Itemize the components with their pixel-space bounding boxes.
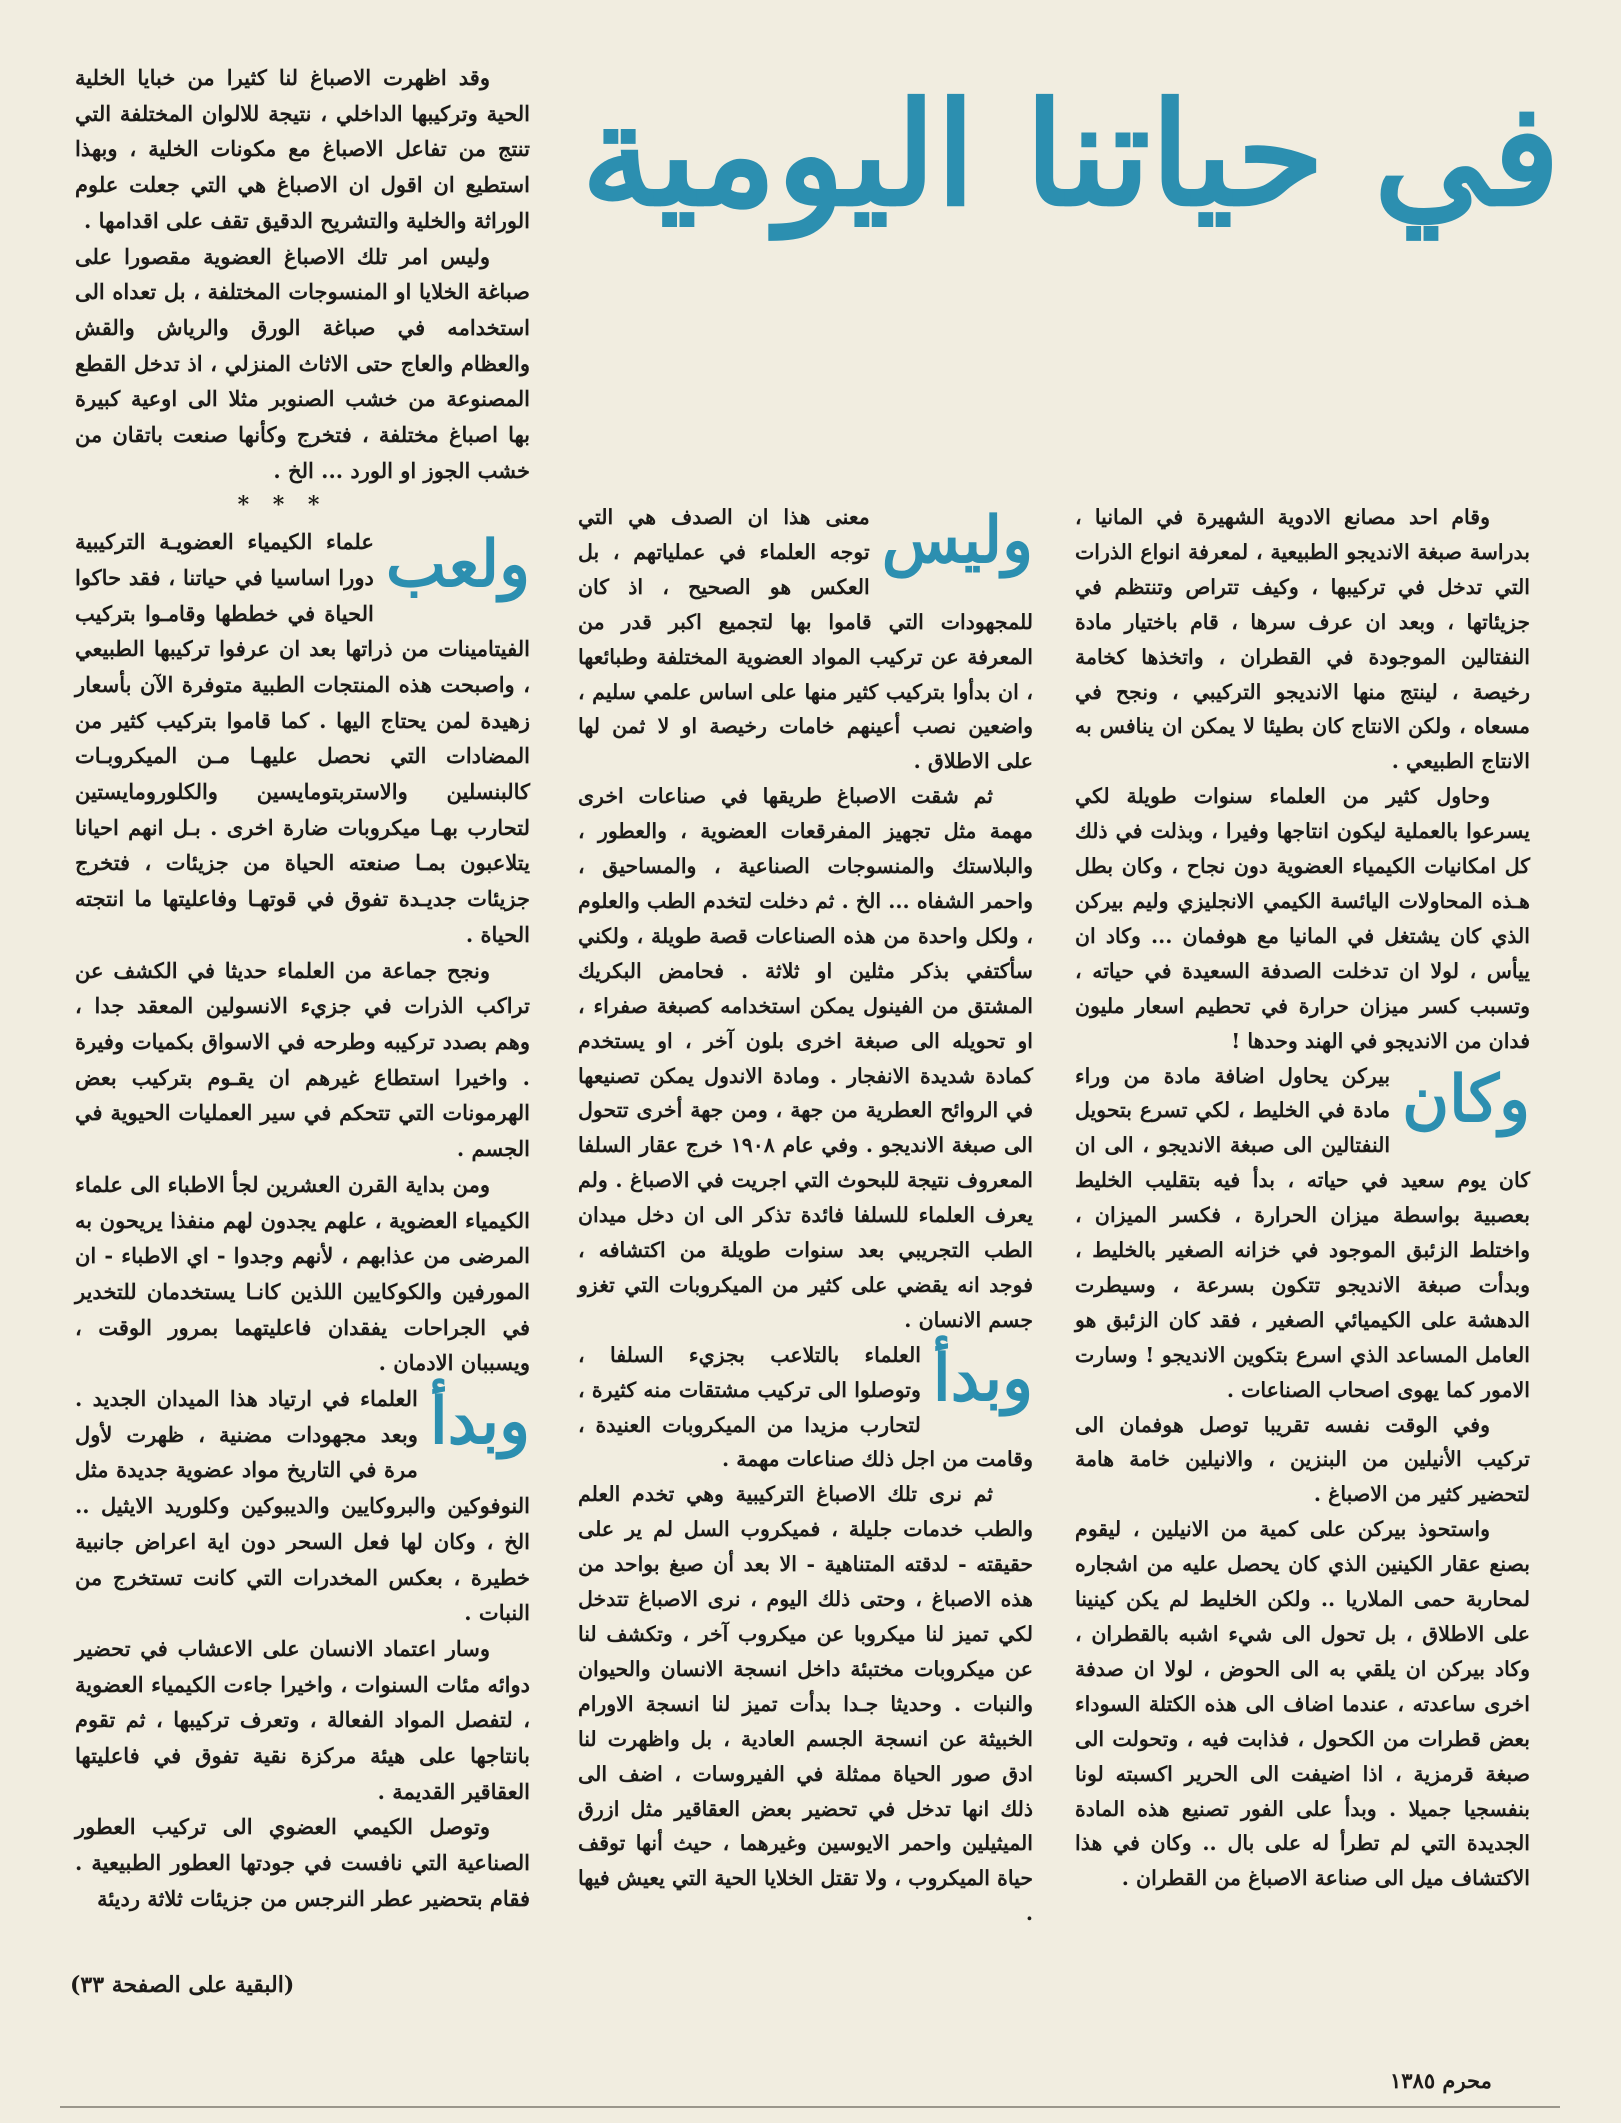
paragraph: وبدأ العلماء في ارتياد هذا الميدان الجديد . وبعد مجهودات مضنية ، ظهرت لأول مرة في التاريخ مواد عضوية جديدة مثل النوفوكين والبروكايين والديبوكين وكلوريد الايثيل .. الخ ، وكان لها فعل السحر دون اية اعراض جانبية خطيرة ، بعكس المخدرات التي كانت تستخرج من النبات .: [75, 1384, 530, 1626]
paragraph: ثم شقت الاصباغ طريقها في صناعات اخرى مهمة مثل تجهيز المفرقعات العضوية ، والعطور ، والبلاستك والمنسوجات الصناعية ، والمساحيق ، واحمر الشفاه ... الخ . ثم دخلت لتخدم الطب والعلوم ، ولكل واحدة من هذه الصناعات قصة طويلة ، ولكني سأكتفي بذكر مثلين او ثلاثة . فحامض البكريك المشتق من الفينول يمكن استخدامه كصبغة صفراء ، او تحويله الى صبغة اخرى بلون آخر ، او يستخدم كمادة شديدة الانفجار . ومادة الاندول يمكن تصنيعها في الروائح العطرية من جهة ، ومن جهة أخرى تتحول الى صبغة الانديجو . وفي عام ١٩٠٨ خرج عقار السلفا المعروف نتيجة للبحوث التي اجريت في الاصباغ . ولم يعرف العلماء للسلفا فائدة تذكر الى ان دخل ميدان الطب التجريبي بعد سنوات طويلة من اكتشافه ، فوجد انه يقضي على كثير من الميكروبات التي تغزو جسم الانسان .: [578, 784, 1033, 1332]
page-footer-date: محرم ١٣٨٥: [1390, 2068, 1492, 2093]
paragraph: ولعب علماء الكيمياء العضويـة التركيبية دورا اساسيا في حياتنا ، فقد حاكوا الحياة في خططها وقامـوا بتركيب الفيتامينات من ذراتها بعد ان عرفوا تركيبها الطبيعي ، واصبحت هذه المنتجات الطبية متوفرة الآن بأسعار زهيدة لمن يحتاج اليها . كما قاموا بتركيب كثير من المضادات التي نحصل عليهـا مـن الميكروبـات كالبنسلين والاستربتومايسين والكلورومايستين لتحارب بهـا ميكروبات ضارة اخرى . بـل انهم احيانا يتلاعبون بمـا صنعته الحياة من جزيئات ، فتخرج جزيئات جديـدة تفوق في قوتهـا وفاعليتها ما انتجته الحياة .: [75, 527, 530, 947]
drop-cap-word: وليس: [881, 503, 1033, 578]
article-title: في حياتنا اليومية: [581, 72, 1560, 238]
middle-column: [578, 500, 1033, 1931]
paragraph: وليس معنى هذا ان الصدف هي التي توجه العلماء في عملياتهم ، بل العكس هو الصحيح ، اذ كان للمجهودات التي قاموا بها لتجميع اكبر قدر من المعرفة عن تركيب المواد العضوية المختلفة وطبائعها ، ان بدأوا بتركيب كثير منها على اساس علمي سليم ، واضعين نصب أعينهم خامات رخيصة او لا ثمن لها على الاطلاق .: [578, 503, 1033, 774]
paragraph: ثم نرى تلك الاصباغ التركيبية وهي تخدم العلم والطب خدمات جليلة ، فميكروب السل لم ير على حقيقته - لدقته المتناهية - الا بعد أن صبغ بواحد من هذه الاصباغ ، وحتى ذلك اليوم ، نرى الاصباغ تتدخل لكي تميز لنا ميكروبا عن ميكروب آخر ، وتكشف لنا عن ميكروبات مختبئة داخل انسجة الانسان والحيوان والنبات . وحديثا جـدا بدأت تميز لنا انسجة الاورام الخبيثة عن انسجة الجسم العادية ، بل واظهرت لنا ادق صور الحياة ممثلة في الفيروسات ، اضف الى ذلك انها تدخل في تحضير بعض العقاقير مثل ازرق الميثيلين واحمر الايوسين وغيرهما ، حيث أنها توقف حياة الميكروب ، ولا تقتل الخلايا الحية التي يعيش فيها .: [578, 1482, 1033, 1926]
paragraph: وحاول كثير من العلماء سنوات طويلة لكي يسرعوا بالعملية ليكون انتاجها وفيرا ، وبذلت في ذلك كل امكانيات الكيمياء العضوية دون نجاح ، وكان بطل هـذه المحاولات اليائسة الكيمي الانجليزي وليم بيركن الذي كان يشتغل في المانيا مع هوفمان ... وكاد ان ييأس ، لولا ان تدخلت الصدفة السعيدة في حياته ، وتسبب كسر ميزان حرارة في تحطيم اسعار مليون فدان من الانديجو في الهند وحدها !: [1075, 784, 1530, 1053]
paragraph: ونجح جماعة من العلماء حديثا في الكشف عن تراكب الذرات في جزيء الانسولين المعقد جدا ، وهم بصدد تركيبه وطرحه في الاسواق بكميات وفيرة . واخيرا استطاع غيرهم ان يقـوم بتركيب بعض الهرمونات التي تتحكم في سير العمليات الحيوية في الجسم .: [75, 957, 530, 1162]
paragraph: وليس امر تلك الاصباغ العضوية مقصورا على صباغة الخلايا او المنسوجات المختلفة ، بل تعداه الى استخدامه في صباغة الورق والرياش والقش والعظام والعاج حتى الاثاث المنزلي ، اذ تدخل القطع المصنوعة من خشب الصنوبر مثلا الى اوعية كبيرة بها اصباغ مختلفة ، فتخرج وكأنها صنعت باتقان من خشب الجوز او الورد ... الخ .: [75, 243, 530, 483]
drop-cap-word: ولعب: [385, 527, 530, 603]
left-column: [75, 60, 530, 1917]
drop-cap-word: وبدأ: [932, 1340, 1033, 1416]
drop-cap-word: وكان: [1402, 1061, 1530, 1137]
paragraph: وفي الوقت نفسه تقريبا توصل هوفمان الى تركيب الأنيلين من البنزين ، والانيلين خامة هامة لتحضير كثير من الاصباغ .: [1075, 1412, 1530, 1507]
paragraph: وقد اظهرت الاصباغ لنا كثيرا من خبايا الخلية الحية وتركيبها الداخلي ، نتيجة للالوان المختلفة التي تنتج من تفاعل الاصباغ مع مكونات الخلية ، وبهذا استطيع ان اقول ان الاصباغ هي التي جعلت علوم الوراثة والخلية والتشريح الدقيق تقف على اقدامها .: [75, 65, 530, 233]
paragraph: ومن بداية القرن العشرين لجأ الاطباء الى علماء الكيمياء العضوية ، علهم يجدون لهم منفذا يريحون به المرضى من عذابهم ، لأنهم وجدوا - اي الاطباء - ان المورفين والكوكايين اللذين كانـا يستخدمان للتخدير في الجراحات يفقدان فاعليتهما بمرور الوقت ، ويسببان الادمان .: [75, 1171, 530, 1376]
paragraph: وبدأ العلماء بالتلاعب بجزيء السلفا ، وتوصلوا الى تركيب مشتقات منه كثيرة ، لتحارب مزيدا من الميكروبات العنيدة ، وقامت من اجل ذلك صناعات مهمة .: [578, 1340, 1033, 1472]
continued-note: (البقية على الصفحة ٣٣): [70, 1972, 295, 1998]
paragraph: واستحوذ بيركن على كمية من الانيلين ، ليقوم بصنع عقار الكينين الذي كان يحصل عليه من اشجاره لمحاربة حمى الملاريا .. ولكن الخليط لم يكن كينينا على الاطلاق ، بل تحول الى شيء اشبه بالقطران ، وكاد بيركن ان يلقي به الى الحوض ، لولا ان صدفة اخرى ساعدته ، عندما اضاف الى هذه الكتلة السوداء بعض قطرات من الكحول ، فذابت فيه ، وتحولت الى صبغة قرمزية ، اذا اضيفت الى الحرير اكسبته لونا بنفسجيا جميلا . وبدأ على الفور تصنيع هذه المادة الجديدة التي لم تطرأ له على بال .. وكان في هذا الاكتشاف ميل الى صناعة الاصباغ من القطران .: [1075, 1517, 1530, 1891]
paragraph: وقام احد مصانع الادوية الشهيرة في المانيا ، بدراسة صبغة الانديجو الطبيعية ، لمعرفة انواع الذرات التي تدخل في تركيبها ، وكيف تتراص وتنتظم في جزيئاتها ، وبعد ان عرف سرها ، قام باختيار مادة النفتالين الموجودة في القطران ، واتخذها كخامة رخيصة ، لينتج منها الانديجو التركيبي ، ونجح في مسعاه ، ولكن الانتاج كان بطيئا لا يمكن ان ينافس به الانتاج الطبيعي .: [1075, 505, 1530, 774]
paragraph: وتوصل الكيمي العضوي الى تركيب العطور الصناعية التي نافست في جودتها العطور الطبيعية . فقام بتحضير عطر النرجس من جزيئات ثلاثة رديئة: [75, 1814, 530, 1911]
bottom-rule: [60, 2106, 1560, 2108]
right-column: [1075, 500, 1530, 1896]
drop-cap-word: وبدأ: [429, 1384, 530, 1460]
paragraph: وسار اعتماد الانسان على الاعشاب في تحضير دوائه مئات السنوات ، واخيرا جاءت الكيمياء العضوية ، لتفصل المواد الفعالة ، وتعرف تركيبها ، ثم تقوم بانتاجها على هيئة مركزة نقية تفوق في فاعليتها العقاقير القديمة .: [75, 1635, 530, 1804]
paragraph: وكان بيركن يحاول اضافة مادة من وراء مادة في الخليط ، لكي تسرع بتحويل النفتالين الى صبغة الانديجو ، الى ان كان يوم سعيد في حياته ، بدأ فيه بتقليب الخليط بعصبية بواسطة ميزان الحرارة ، فكسر الميزان ، واختلط الزئبق الموجود في خزانه الصغير بالخليط ، وبدأت صبغة الانديجو تتكون بسرعة ، وسيطرت الدهشة على الكيميائي الصغير ، فقد كان الزئبق هو العامل المساعد الذي اسرع بتكوين الانديجو ! وسارت الامور كما يهوى اصحاب الصناعات .: [1075, 1061, 1530, 1402]
section-divider: * * *: [237, 492, 328, 519]
